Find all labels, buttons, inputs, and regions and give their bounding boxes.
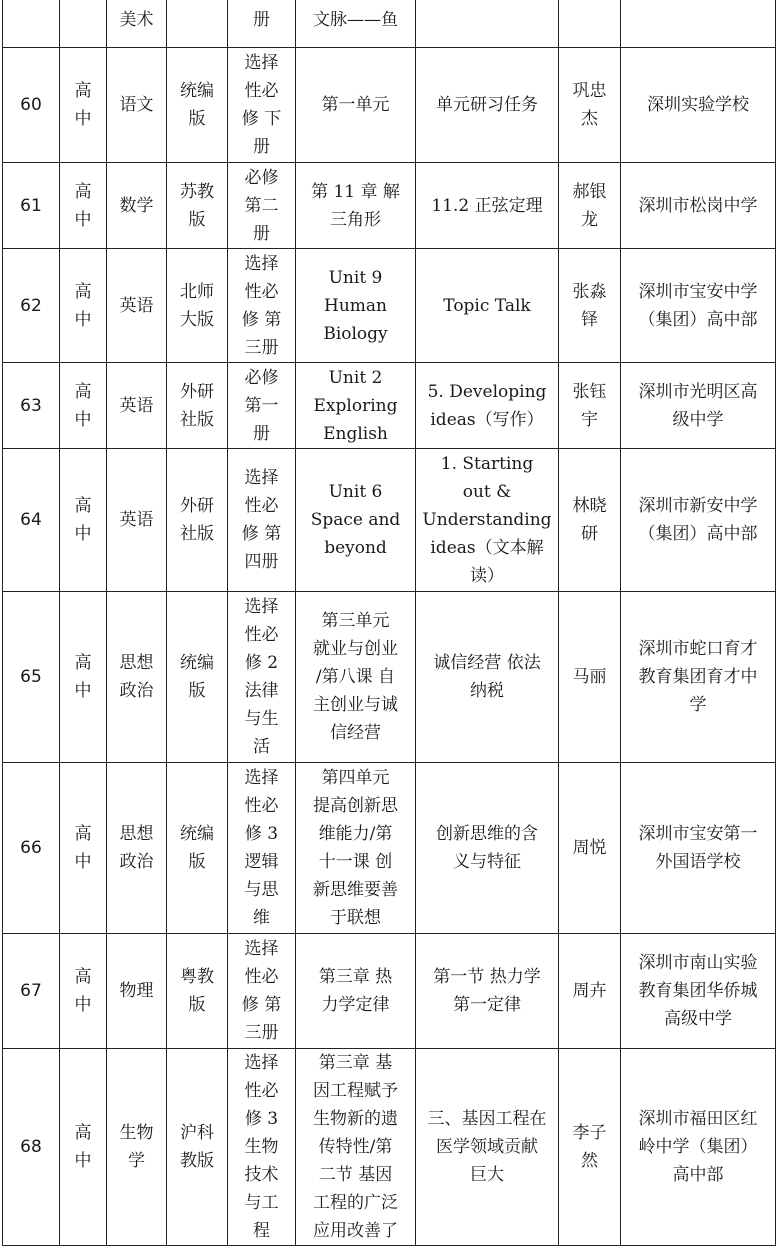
school-cell [621,249,776,363]
subject-cell [107,934,167,1049]
subject-cell-line: 英语 [119,295,154,316]
row-number-cell: 68 [3,1049,60,1246]
chapter-cell-line: 三角形 [330,209,381,230]
chapter-cell-line: Unit 9 [328,267,383,288]
edition-cell-line: 统编 [180,824,214,844]
teacher-cell-line: 林晓 [572,496,607,516]
table-row [3,592,776,763]
teacher-cell-line: 张钰 [572,381,607,402]
lesson-cell [416,934,559,1049]
chapter-cell-line: Biology [323,323,388,344]
chapter-cell-line: 因工程赋予 [313,1081,398,1101]
subject-cell [107,592,167,763]
row-number-cell [3,0,60,48]
chapter-cell-line: 提高创新思 [313,796,398,816]
row-number-cell: 62 [3,249,60,363]
school-cell [621,934,776,1049]
teacher-cell-line: 马丽 [572,667,607,687]
level-cell-line: 中 [74,1151,92,1171]
school-cell-line: 深圳市新安中学 [638,496,758,516]
chapter-cell-line: /第八课 自 [315,667,396,687]
volume-cell-line: 与工 [244,1193,279,1213]
volume-cell-line: 法律 [244,681,279,701]
school-cell-line: 深圳市宝安第一 [638,824,758,844]
subject-cell-line: 思想 [119,653,154,673]
level-cell-line: 中 [74,309,92,330]
school-cell-line: 级中学 [672,409,724,430]
teacher-cell-line: 研 [581,524,598,544]
level-cell-line: 中 [74,681,92,701]
table-row [3,163,776,249]
lesson-cell-line: 巨大 [470,1165,504,1185]
level-cell [60,592,107,763]
school-cell-line: 教育集团华侨城 [638,981,758,1001]
volume-cell-line: 活 [253,737,270,757]
table-row [3,363,776,449]
school-cell-line: 高级中学 [664,1009,732,1029]
volume-cell-line: 修 3 [244,1109,279,1129]
table-row [3,48,776,163]
volume-cell-line: 必修 [244,167,279,188]
chapter-cell-line: 应用改善了 [313,1221,398,1241]
level-cell-line: 高 [74,653,92,673]
row-number-cell: 66 [3,763,60,934]
subject-cell [107,1049,167,1246]
volume-cell-line: 修 第 [241,309,282,330]
level-cell-line: 高 [74,824,92,844]
level-cell [60,363,107,449]
table-row [3,934,776,1049]
volume-cell-line: 册 [253,423,270,444]
chapter-cell-line: 第三章 热 [318,967,393,987]
chapter-cell-line: 二节 基因 [318,1165,393,1185]
volume-cell-line: 第一 [244,395,279,416]
chapter-cell-line: 第 11 章 解 [311,181,400,202]
volume-cell [228,0,296,48]
lesson-cell [416,763,559,934]
lesson-cell-line: 医学领域贡献 [436,1137,538,1157]
school-cell [621,763,776,934]
teacher-cell [559,449,621,592]
teacher-cell-line: 周悦 [572,838,607,858]
volume-cell [228,449,296,592]
level-cell [60,449,107,592]
edition-cell [167,449,228,592]
volume-cell-line: 第二 [244,195,279,216]
chapter-cell [296,592,416,763]
lesson-cell-line: 第一节 热力学 [433,967,541,987]
volume-cell-line: 三册 [244,1023,279,1043]
school-cell-line: 深圳市南山实验 [638,953,758,973]
subject-cell [107,0,167,48]
chapter-cell-line: English [323,423,388,444]
row-number-cell: 65 [3,592,60,763]
volume-cell-line: 修 第 [241,524,282,544]
teacher-cell-line: 杰 [581,109,598,129]
volume-cell-line: 三册 [244,337,279,358]
edition-cell-line: 粤教 [180,967,214,987]
lesson-cell-line: 1. Starting [440,454,534,474]
volume-cell-line: 性必 [244,81,279,101]
edition-cell-line: 北师 [180,281,214,302]
teacher-cell [559,163,621,249]
lesson-cell-line: Topic Talk [443,295,531,316]
volume-cell-line: 选择 [244,253,279,274]
level-cell [60,763,107,934]
volume-cell-line: 选择 [244,939,279,959]
chapter-cell-line: beyond [324,538,387,558]
school-cell-line: 岭中学（集团） [638,1137,758,1157]
level-cell-line: 高 [74,496,92,516]
lesson-cell [416,48,559,163]
school-cell [621,1049,776,1246]
level-cell [60,1049,107,1246]
chapter-cell-line: 新思维要善 [313,880,398,900]
teacher-cell-line: 张淼 [572,281,607,302]
edition-cell [167,763,228,934]
level-cell [60,163,107,249]
edition-cell-line: 外研 [180,381,214,402]
level-cell-line: 高 [74,381,92,402]
lesson-cell-line: 义与特征 [453,852,521,872]
lesson-cell-line: 诚信经营 依法 [433,653,541,673]
subject-cell-line: 美术 [119,10,154,30]
edition-cell-line: 版 [188,852,206,872]
level-cell-line: 中 [74,409,92,430]
teacher-cell-line: 铎 [581,309,598,330]
level-cell-line: 中 [74,995,92,1015]
school-cell-line: 深圳市光明区高 [638,381,758,402]
lesson-cell-line: out & [462,482,512,502]
volume-cell-line: 程 [253,1221,270,1241]
lesson-cell-line: 单元研习任务 [436,95,538,115]
school-cell-line: 学 [689,695,707,715]
subject-cell [107,763,167,934]
chapter-cell-line: Exploring [313,395,398,416]
school-cell-line: 高中部 [672,1165,724,1185]
edition-cell [167,1049,228,1246]
lesson-cell-line: ideas（写作） [430,409,544,430]
volume-cell [228,763,296,934]
edition-cell [167,0,228,48]
teacher-cell [559,48,621,163]
volume-cell-line: 选择 [244,53,279,73]
chapter-cell-line: 传特性/第 [318,1137,393,1157]
teacher-cell-line: 周卉 [572,981,607,1001]
subject-cell-line: 学 [128,1151,145,1171]
volume-cell [228,934,296,1049]
edition-cell [167,592,228,763]
edition-cell-line: 社版 [180,409,214,430]
row-number-cell: 64 [3,449,60,592]
chapter-cell [296,0,416,48]
chapter-cell-line: Human [324,295,387,316]
volume-cell-line: 册 [253,10,270,30]
volume-cell [228,592,296,763]
chapter-cell [296,934,416,1049]
lesson-cell-line: 创新思维的含 [436,824,538,844]
row-number-cell: 67 [3,934,60,1049]
teacher-cell-line: 李子 [572,1123,607,1143]
lesson-cell-line: 纳税 [470,681,504,701]
subject-cell-line: 生物 [119,1123,154,1143]
edition-cell [167,249,228,363]
volume-cell-line: 性必 [244,625,279,645]
lesson-cell-line: Understanding [422,510,552,530]
chapter-cell [296,249,416,363]
level-cell-line: 中 [74,524,92,544]
volume-cell-line: 册 [253,137,270,157]
teacher-cell [559,0,621,48]
subject-cell-line: 思想 [119,824,154,844]
volume-cell [228,363,296,449]
volume-cell-line: 选择 [244,597,279,617]
chapter-cell [296,363,416,449]
volume-cell-line: 维 [253,908,270,928]
lesson-cell-line: 读） [470,566,504,586]
chapter-cell-line: 十一课 创 [318,852,393,872]
chapter-cell-line: 工程的广泛 [313,1193,398,1213]
teacher-cell-line: 然 [581,1151,598,1171]
table-row [3,763,776,934]
edition-cell-line: 版 [188,995,206,1015]
level-cell-line: 高 [74,181,92,202]
chapter-cell-line: Space and [310,510,401,530]
chapter-cell-line: 生物新的遗 [313,1109,398,1129]
volume-cell-line: 四册 [244,552,279,572]
level-cell [60,48,107,163]
edition-cell-line: 沪科 [180,1123,214,1143]
volume-cell-line: 修 下 [241,109,282,129]
subject-cell-line: 英语 [119,395,154,416]
chapter-cell [296,763,416,934]
school-cell-line: 深圳市福田区红 [638,1109,758,1129]
lesson-cell-line: ideas（文本解 [430,538,544,558]
school-cell-line: 教育集团育才中 [638,667,758,687]
table-row [3,0,776,48]
lesson-cell [416,592,559,763]
subject-cell-line: 语文 [119,95,154,115]
lesson-cell-line: 11.2 正弦定理 [431,195,543,216]
volume-cell-line: 技术 [244,1165,279,1185]
school-cell-line: 外国语学校 [655,852,741,872]
subject-cell-line: 政治 [119,681,154,701]
school-cell [621,163,776,249]
level-cell [60,934,107,1049]
edition-cell-line: 外研 [180,496,214,516]
lesson-cell-line: 5. Developing [427,381,547,402]
edition-cell-line: 教版 [180,1151,214,1171]
chapter-cell [296,163,416,249]
lesson-cell [416,363,559,449]
table-row [3,249,776,363]
row-number-cell: 63 [3,363,60,449]
volume-cell [228,163,296,249]
row-number-cell: 60 [3,48,60,163]
volume-cell-line: 性必 [244,796,279,816]
volume-cell-line: 性必 [244,281,279,302]
level-cell [60,0,107,48]
volume-cell-line: 选择 [244,468,279,488]
edition-cell [167,363,228,449]
lesson-cell [416,163,559,249]
chapter-cell [296,1049,416,1246]
school-cell [621,592,776,763]
subject-cell [107,163,167,249]
edition-cell-line: 版 [188,681,206,701]
school-cell [621,449,776,592]
volume-cell-line: 修 2 [244,653,279,673]
volume-cell-line: 选择 [244,768,279,788]
school-cell-line: 深圳市蛇口育才 [638,639,758,659]
subject-cell-line: 数学 [119,195,154,216]
subject-cell-line: 政治 [119,852,154,872]
school-cell [621,0,776,48]
chapter-cell-line: 第三章 基 [318,1053,393,1073]
edition-cell-line: 统编 [180,653,214,673]
volume-cell-line: 性必 [244,1081,279,1101]
level-cell-line: 中 [74,109,92,129]
volume-cell-line: 修 3 [244,824,279,844]
level-cell-line: 中 [74,209,92,230]
course-table [2,0,776,1246]
volume-cell-line: 与生 [244,709,279,729]
teacher-cell-line: 龙 [581,209,598,230]
chapter-cell-line: 第三单元 [321,611,390,631]
level-cell-line: 高 [74,967,92,987]
chapter-cell [296,48,416,163]
volume-cell-line: 与思 [244,880,279,900]
volume-cell-line: 选择 [244,1053,279,1073]
level-cell-line: 高 [74,81,92,101]
school-cell-line: 深圳市松岗中学 [638,195,758,216]
volume-cell-line: 修 第 [241,995,282,1015]
chapter-cell-line: 于联想 [330,908,381,928]
row-number-cell: 61 [3,163,60,249]
level-cell-line: 高 [74,1123,92,1143]
volume-cell [228,48,296,163]
lesson-cell-line: 三、基因工程在 [427,1109,547,1129]
subject-cell-line: 物理 [119,981,154,1001]
volume-cell-line: 必修 [244,367,279,388]
edition-cell-line: 大版 [180,309,214,330]
chapter-cell-line: 就业与创业 [313,639,398,659]
teacher-cell-line: 巩忠 [572,81,607,101]
teacher-cell-line: 宇 [581,409,598,430]
volume-cell [228,249,296,363]
edition-cell [167,934,228,1049]
edition-cell-line: 苏教 [180,181,214,202]
volume-cell-line: 逻辑 [244,852,279,872]
edition-cell-line: 版 [188,209,206,230]
subject-cell-line: 英语 [119,510,154,530]
edition-cell-line: 统编 [180,81,214,101]
lesson-cell [416,1049,559,1246]
level-cell-line: 高 [74,281,92,302]
teacher-cell [559,363,621,449]
school-cell-line: 深圳实验学校 [647,95,749,115]
chapter-cell-line: 第四单元 [321,768,390,788]
volume-cell-line: 性必 [244,496,279,516]
volume-cell-line: 生物 [244,1137,279,1157]
subject-cell [107,363,167,449]
chapter-cell-line: 力学定律 [321,995,390,1015]
edition-cell [167,163,228,249]
level-cell-line: 中 [74,852,92,872]
lesson-cell [416,449,559,592]
teacher-cell [559,1049,621,1246]
school-cell-line: （集团）高中部 [638,524,758,544]
chapter-cell-line: 第一单元 [321,95,390,115]
chapter-cell-line: 主创业与诚 [313,695,398,715]
edition-cell [167,48,228,163]
volume-cell-line: 册 [253,223,270,244]
lesson-cell [416,0,559,48]
lesson-cell [416,249,559,363]
chapter-cell-line: 信经营 [330,723,381,743]
school-cell-line: （集团）高中部 [638,309,758,330]
table-row [3,1049,776,1246]
subject-cell [107,249,167,363]
lesson-cell-line: 第一定律 [453,995,521,1015]
volume-cell-line: 性必 [244,967,279,987]
subject-cell [107,449,167,592]
chapter-cell-line: Unit 6 [328,482,383,502]
teacher-cell-line: 郝银 [572,181,607,202]
edition-cell-line: 版 [188,109,206,129]
chapter-cell-line: 文脉——鱼 [313,10,398,30]
level-cell [60,249,107,363]
teacher-cell [559,592,621,763]
teacher-cell [559,249,621,363]
school-cell [621,48,776,163]
teacher-cell [559,934,621,1049]
chapter-cell-line: Unit 2 [328,367,383,388]
school-cell-line: 深圳市宝安中学 [638,281,758,302]
chapter-cell-line: 维能力/第 [318,824,393,844]
teacher-cell [559,763,621,934]
chapter-cell [296,449,416,592]
table-row [3,449,776,592]
volume-cell [228,1049,296,1246]
school-cell [621,363,776,449]
edition-cell-line: 社版 [180,524,214,544]
subject-cell [107,48,167,163]
